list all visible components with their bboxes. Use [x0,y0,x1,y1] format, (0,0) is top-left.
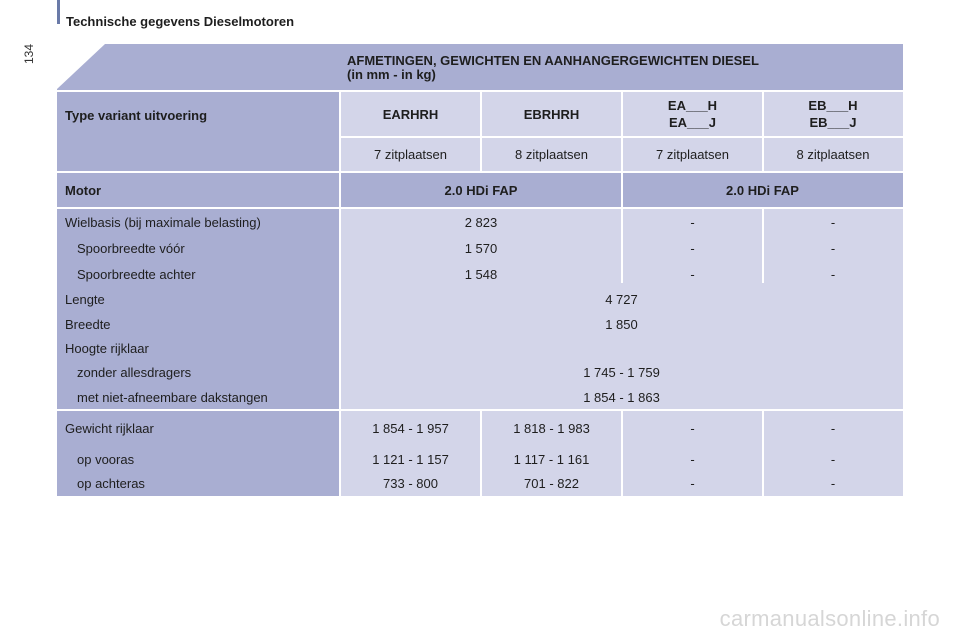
spec-table [57,44,903,496]
row-wielbasis: Wielbasis (bij maximale belasting) 2 823 - - [65,214,836,230]
variant-1: EARHRH [340,91,481,137]
grid-line [762,91,764,172]
grid-line [480,91,482,172]
seats-2: 8 zitplaatsen [481,137,622,172]
row-hoogte: Hoogte rijklaar [65,340,149,356]
row-zonder: zonder allesdragers 1 745 - 1 759 [77,364,660,380]
grid-line [762,208,764,283]
grid-line [621,91,623,283]
variant-4: EB___H EB___J [763,91,903,137]
motor-1: 2.0 HDi FAP [340,172,622,208]
variant-2: EBRHRH [481,91,622,137]
row-spoor-achter: Spoorbreedte achter 1 548 - - [77,266,836,282]
section-title: Technische gegevens Dieselmotoren [66,14,295,29]
seats-1: 7 zitplaatsen [340,137,481,172]
grid-line [762,410,764,496]
type-label: Type variant uitvoering [57,91,340,216]
grid-line [480,410,482,496]
motor-2: 2.0 HDi FAP [622,172,903,208]
row-spoor-voor: Spoorbreedte vóór 1 570 - - [77,240,836,256]
row-vooras: op vooras 1 121 - 1 157 1 117 - 1 161 - - [77,451,836,467]
section-accent-bar [57,0,60,24]
watermark: carmanualsonline.info [719,606,940,631]
row-achteras: op achteras 733 - 800 701 - 822 - - [77,475,836,491]
grid-line [621,410,623,496]
row-lengte: Lengte 4 727 [65,291,638,307]
seats-3: 7 zitplaatsen [622,137,763,172]
variant-3: EA___H EA___J [622,91,763,137]
grid-line [339,91,341,496]
row-gewicht: Gewicht rijklaar 1 854 - 1 957 1 818 - 1 983 - - [65,420,836,436]
table-title: AFMETINGEN, GEWICHTEN EN AANHANGERGEWICHTEN DIESEL (in mm - in kg) [347,53,759,82]
page-number: 134 [22,43,36,64]
row-breedte: Breedte 1 850 [65,316,638,332]
grid-line [57,207,903,209]
seats-4: 8 zitplaatsen [763,137,903,172]
motor-label: Motor [57,172,340,208]
row-met: met niet-afneembare dakstangen 1 854 - 1 863 [77,389,660,405]
